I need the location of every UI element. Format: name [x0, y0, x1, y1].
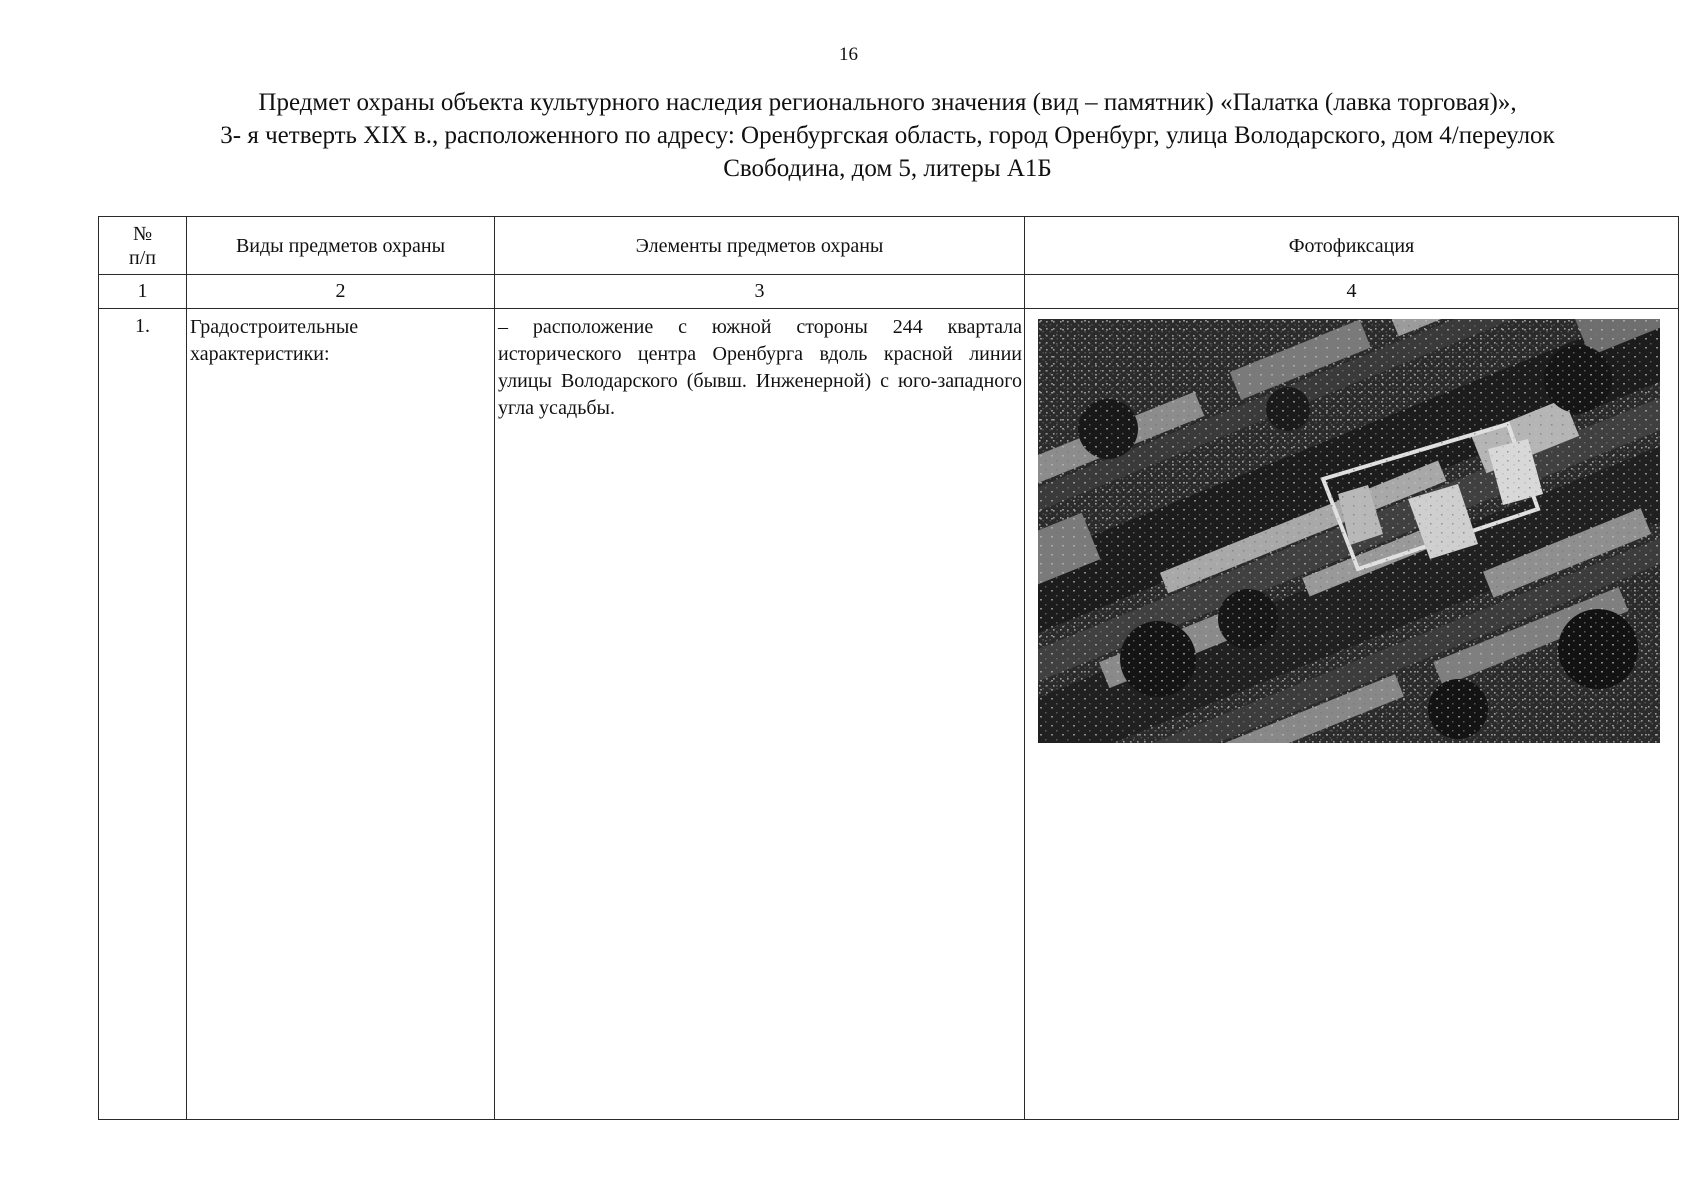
document-title: [95, 86, 1680, 185]
row-protection-elements: – расположение с южной стороны 244 квартала исторического центра Оренбурга вдоль красной линии улицы Володарского (бывш. Инженерной) с юго-западного угла усадьбы.: [495, 309, 1025, 1120]
header-number-abbr: п/п: [129, 246, 156, 269]
header-photo-fixation: Фотофиксация: [1025, 217, 1679, 275]
column-number: 1: [99, 275, 187, 309]
protection-table: [98, 216, 1679, 1120]
row-number: 1.: [99, 309, 187, 1120]
header-protection-type: Виды предметов охраны: [187, 217, 495, 275]
row-protection-type: [187, 309, 495, 1120]
title-line-3: Свободина, дом 5, литеры А1Б: [723, 155, 1052, 182]
table-row: [99, 309, 1679, 1120]
table-header-row: [99, 217, 1679, 275]
title-line-1: Предмет охраны объекта культурного наследия регионального значения (вид – памятник) «Палатка (лавка торговая)»,: [258, 89, 1517, 116]
column-number: 4: [1025, 275, 1679, 309]
page-number: 16: [839, 44, 858, 65]
column-number-row: [99, 275, 1679, 309]
row-protection-type-line: характеристики:: [190, 343, 330, 365]
title-line-2: 3- я четверть XIX в., расположенного по адресу: Оренбургская область, город Оренбург, улица Володарского, дом 4/переулок: [220, 122, 1555, 149]
aerial-photo-image: [1038, 319, 1660, 743]
row-photo-cell: [1025, 309, 1679, 1120]
row-protection-type-line: Градостроительные: [190, 316, 359, 338]
header-protection-elements: Элементы предметов охраны: [495, 217, 1025, 275]
column-number: 2: [187, 275, 495, 309]
header-number: [99, 217, 187, 275]
header-number-symbol: №: [132, 222, 153, 245]
column-number: 3: [495, 275, 1025, 309]
